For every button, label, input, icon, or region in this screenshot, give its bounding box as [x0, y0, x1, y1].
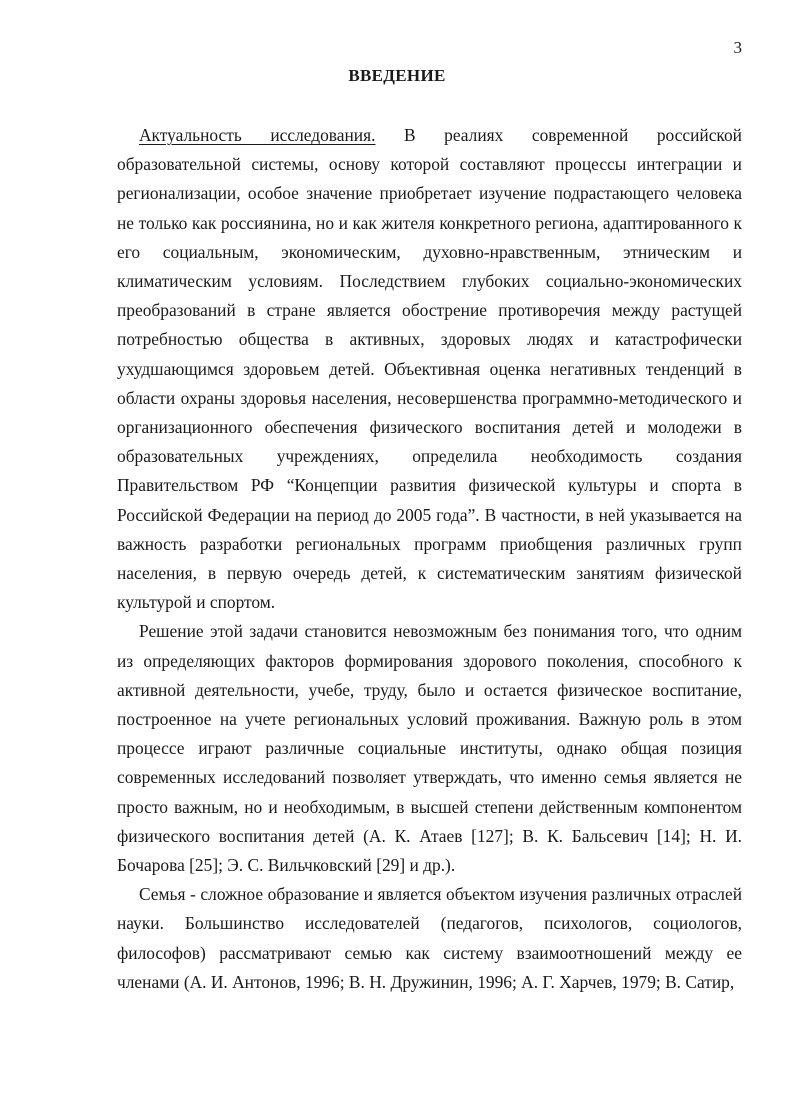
paragraph-task-solution [117, 617, 742, 880]
paragraph-text: В реалиях современной российской образовательной системы, основу которой составляют процессы интеграции и регионализации, особое значение приобретает изучение подрастающего человека не только как россиянина, но и как жителя конкретного региона, адаптированного к его социальным, экономическим, духовно-нравственным, этническим и климатическим условиям. Последствием глубоких социально-экономических преобразований в стране является обострение противоречия между растущей потребностью общества в активных, здоровых людях и катастрофически ухудшающимся здоровьем детей. Объективная оценка негативных тенденций в области охраны здоровья населения, несовершенства программно-методического и организационного обеспечения физического воспитания детей и молодежи в образовательных учреждениях, определила необходимость создания Правительством РФ “Концепции развития физической культуры и спорта в Российской Федерации на период до 2005 года”. В частности, в ней указывается на важность разработки региональных программ приобщения различных групп населения, в первую очередь детей, к систематическим занятиям физической культурой и спортом. [117, 125, 742, 613]
page-title: ВВЕДЕНИЕ [348, 66, 446, 85]
page-number: 3 [733, 38, 742, 57]
paragraph-text: Семья - сложное образование и является объектом изучения различных отраслей науки. Большинство исследователей (педагогов, психологов, социологов, философов) рассматривают семью как систему взаимоотношений между ее членами (А. И. Антонов, 1996; В. Н. Дружинин, 1996; А. Г. Харчев, 1979; В. Сатир, [117, 884, 742, 992]
paragraph-text: Решение этой задачи становится невозможным без понимания того, что одним из определяющих факторов формирования здорового поколения, способного к активной деятельности, учебе, труду, было и остается физическое воспитание, построенное на учете региональных условий проживания. Важную роль в этом процессе играют различные социальные институты, однако общая позиция современных исследований позволяет утверждать, что именно семья является не просто важным, но и необходимым, в высшей степени действенным компонентом физического воспитания детей (А. К. Атаев [127]; В. К. Бальсевич [14]; Н. И. Бочарова [25]; Э. С. Вильчковский [29] и др.). [117, 621, 742, 876]
paragraph-relevance [117, 121, 742, 617]
paragraph-family [117, 880, 742, 997]
relevance-lead: Актуальность исследования. [139, 125, 376, 145]
document-body [117, 121, 742, 997]
